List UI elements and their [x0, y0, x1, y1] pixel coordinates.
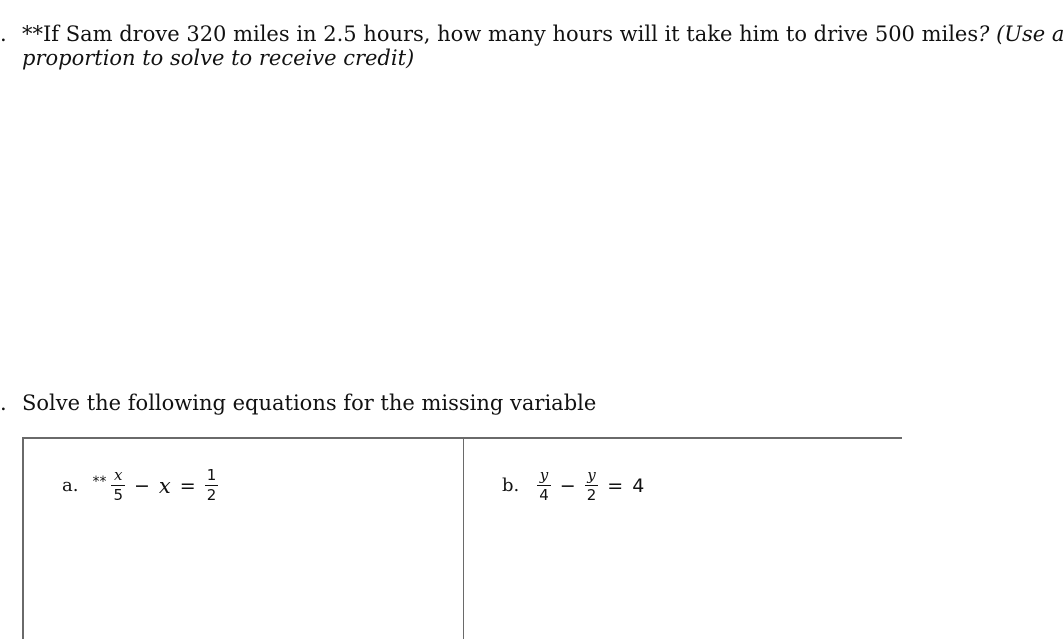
equation-b-right-hand-side: 4	[632, 474, 645, 497]
equation-a	[62, 467, 222, 504]
question-1-question-mark: ?	[978, 22, 990, 46]
equation-b-label: b.	[502, 475, 520, 497]
equation-b-minus: −	[559, 474, 576, 497]
equation-b-fraction-1-numerator: y	[539, 466, 549, 484]
question-1-instruction-start: (Use a	[996, 22, 1064, 46]
equation-a-term: x	[158, 473, 171, 498]
equation-a-stars: **	[92, 473, 107, 490]
equation-a-fraction-1-numerator: x	[113, 466, 123, 484]
equation-a-equals: =	[179, 474, 196, 497]
equation-a-minus: −	[134, 474, 150, 497]
question-1-number-marker: .	[0, 22, 7, 46]
equation-b-fraction-2	[585, 467, 599, 504]
equation-a-fraction-2	[205, 467, 219, 504]
question-2-number-marker: .	[0, 391, 7, 415]
question-2-text: Solve the following equations for the missing variable	[22, 391, 597, 415]
equation-b-fraction-1	[537, 467, 551, 504]
equation-a-fraction-2-denominator: 2	[206, 486, 217, 505]
question-1-instruction-end: proportion to solve to receive credit)	[22, 46, 415, 70]
equations-table	[22, 437, 902, 639]
equation-b-fraction-2-numerator: y	[587, 466, 596, 484]
equation-a-fraction-1	[111, 467, 125, 504]
equation-a-fraction-2-numerator: 1	[206, 466, 217, 484]
equation-b-fraction-1-denominator: 4	[539, 486, 549, 505]
question-1-prompt: **If Sam drove 320 miles in 2.5 hours, how many hours will it take him to drive 500 miles	[22, 22, 979, 46]
question-1-text-line-1	[22, 22, 1064, 46]
equation-a-label: a.	[62, 475, 79, 497]
equation-b	[502, 467, 644, 504]
equation-a-fraction-1-denominator: 5	[113, 486, 123, 505]
equation-b-equals: =	[607, 474, 624, 497]
equation-b-fraction-2-denominator: 2	[586, 486, 597, 505]
